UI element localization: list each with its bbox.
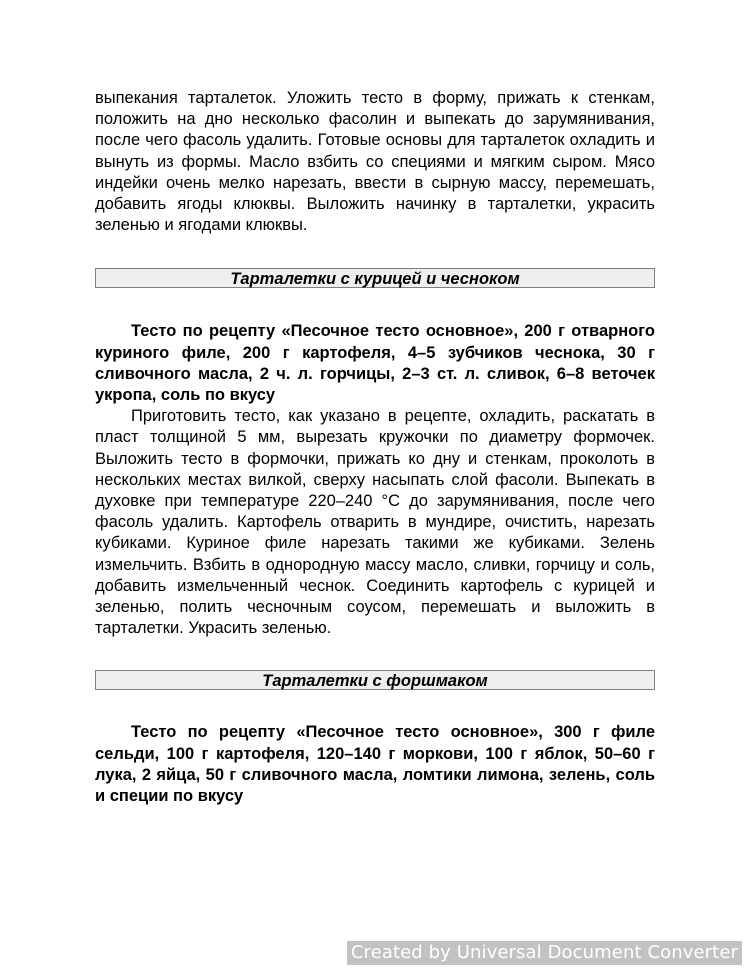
recipe-title-forshmak: Тарталетки с форшмаком: [95, 670, 655, 690]
converter-watermark: Created by Universal Document Converter: [347, 941, 742, 965]
recipe-ingredients-chicken: Тесто по рецепту «Песочное тесто основное», 200 г отварного куриного филе, 200 г картофеля, 4–5 зубчиков чеснока, 30 г сливочного масла, 2 ч. л. горчицы, 2–3 ст. л. сливок, 6–8 веточек укропа, соль по вкусу: [95, 322, 655, 405]
document-page: [95, 88, 655, 807]
recipe-title-chicken: Тарталетки с курицей и чесноком: [95, 268, 655, 288]
recipe-method-chicken: Приготовить тесто, как указано в рецепте, охладить, раскатать в пласт толщиной 5 мм, вырезать кружочки по диаметру формочек. Выложить тесто в формочки, прижать ко дну и стенкам, проколоть в нескольких местах вилкой, сверху насыпать слой фасоли. Выпекать в духовке при температуре 220–240 °C до зарумянивания, после чего фасоль удалить. Картофель отварить в мундире, очистить, нарезать кубиками. Куриное филе нарезать такими же кубиками. Зелень измельчить. Взбить в однородную массу масло, сливки, горчицу и соль, добавить измельченный чеснок. Соединить картофель с курицей и зеленью, полить чесночным соусом, перемешать и выложить в тарталетки. Украсить зеленью.: [95, 407, 655, 638]
recipe-ingredients-forshmak: Тесто по рецепту «Песочное тесто основное», 300 г филе сельди, 100 г картофеля, 120–140 г моркови, 100 г яблок, 50–60 г лука, 2 яйца, 50 г сливочного масла, ломтики лимона, зелень, соль и специи по вкусу: [95, 723, 655, 806]
intro-paragraph: выпекания тарталеток. Уложить тесто в форму, прижать к стенкам, положить на дно несколько фасолин и выпекать до зарумянивания, после чего фасоль удалить. Готовые основы для тарталеток охладить и вынуть из формы. Масло взбить со специями и мягким сыром. Мясо индейки очень мелко нарезать, ввести в сырную массу, перемешать, добавить ягоды клюквы. Выложить начинку в тарталетки, украсить зеленью и ягодами клюквы.: [95, 89, 655, 235]
